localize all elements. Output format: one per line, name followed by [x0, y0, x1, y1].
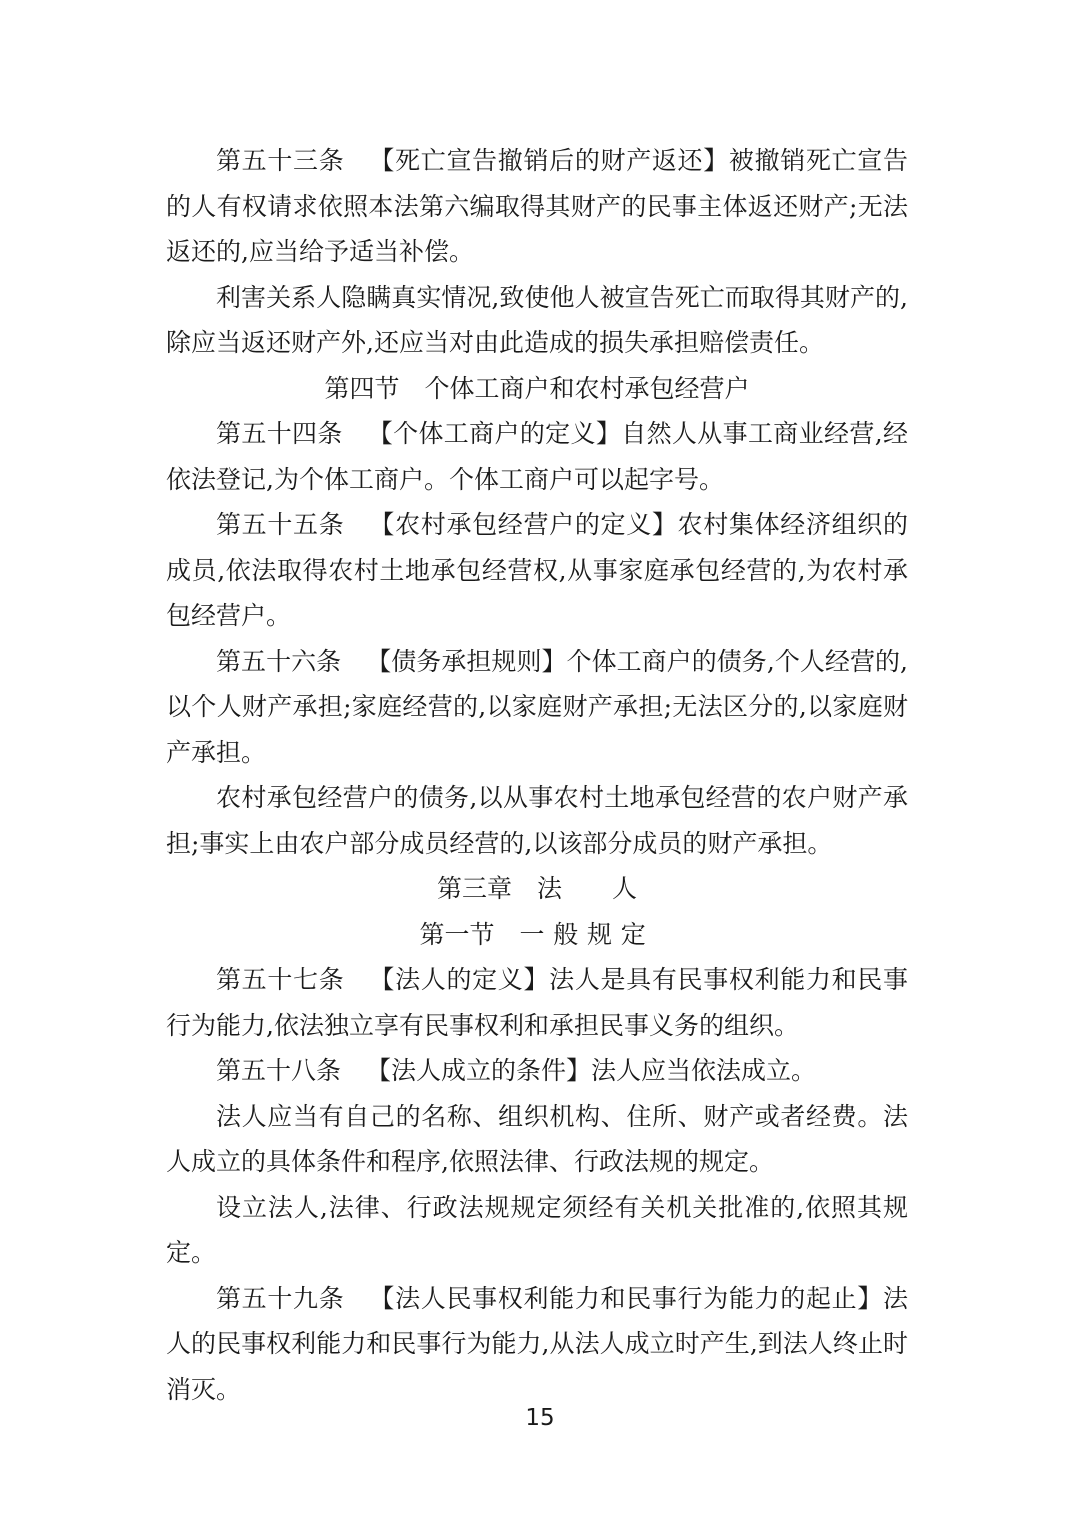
- article-text: 【法人成立的条件】法人应当依法成立。: [366, 1056, 817, 1085]
- article-text: 【死亡宣告撤销后的财产返还】被撤销死亡宣告的人有权请求依照本法第六编取得其财产的民事主体返还财产;无法返还的,应当给予适当补偿。: [166, 146, 908, 266]
- article-58-paragraph-3: 设立法人,法律、行政法规规定须经有关机关批准的,依照其规定。: [166, 1192, 908, 1267]
- article-number: 第五十九条: [216, 1283, 345, 1313]
- article-number: 第五十四条: [216, 419, 343, 448]
- article-57: [166, 957, 908, 1048]
- section-label: 第四节: [324, 373, 400, 403]
- article-58: [166, 1048, 908, 1094]
- document-body: [166, 138, 908, 1412]
- article-59: [166, 1276, 908, 1413]
- chapter-title-part-1: 法: [536, 874, 562, 903]
- article-56: [166, 639, 908, 776]
- article-number: 第五十三条: [216, 146, 345, 175]
- article-text: 【法人的定义】法人是具有民事权利能力和民事行为能力,依法独立享有民事权利和承担民事义务的组织。: [166, 965, 908, 1040]
- article-56-paragraph-2: 农村承包经营户的债务,以从事农村土地承包经营的农户财产承担;事实上由农户部分成员经营的,以该部分成员的财产承担。: [166, 783, 908, 858]
- article-53: [166, 138, 908, 275]
- article-54: [166, 411, 908, 502]
- section-heading: [166, 366, 908, 412]
- article-number: 第五十五条: [216, 510, 345, 539]
- article-55: [166, 502, 908, 639]
- article-text: 【法人民事权利能力和民事行为能力的起止】法人的民事权利能力和民事行为能力,从法人成立时产生,到法人终止时消灭。: [166, 1283, 908, 1404]
- chapter-heading: [166, 866, 908, 912]
- article-53-paragraph-2: 利害关系人隐瞒真实情况,致使他人被宣告死亡而取得其财产的,除应当返还财产外,还应当对由此造成的损失承担赔偿责任。: [166, 282, 908, 357]
- section-title: 一般规定: [519, 919, 655, 949]
- article-text: 【个体工商户的定义】自然人从事工商业经营,经依法登记,为个体工商户。个体工商户可以起字号。: [166, 419, 908, 494]
- article-number: 第五十七条: [216, 965, 345, 994]
- section-label: 第一节: [419, 919, 495, 949]
- article-58-paragraph-2: 法人应当有自己的名称、组织机构、住所、财产或者经费。法人成立的具体条件和程序,依照法律、行政法规的规定。: [166, 1101, 908, 1176]
- article-text: 【债务承担规则】个体工商户的债务,个人经营的,以个人财产承担;家庭经营的,以家庭财产承担;无法区分的,以家庭财产承担。: [166, 646, 908, 767]
- section-title: 个体工商户和农村承包经营户: [424, 373, 750, 403]
- article-text: 【农村承包经营户的定义】农村集体经济组织的成员,依法取得农村土地承包经营权,从事家庭承包经营的,为农村承包经营户。: [166, 510, 908, 630]
- chapter-label: 第三章: [436, 874, 512, 903]
- section-heading: [166, 912, 908, 958]
- chapter-title-part-2: 人: [612, 874, 638, 903]
- page-number: 15: [525, 1405, 555, 1431]
- article-number: 第五十六条: [216, 646, 342, 676]
- article-number: 第五十八条: [216, 1056, 342, 1085]
